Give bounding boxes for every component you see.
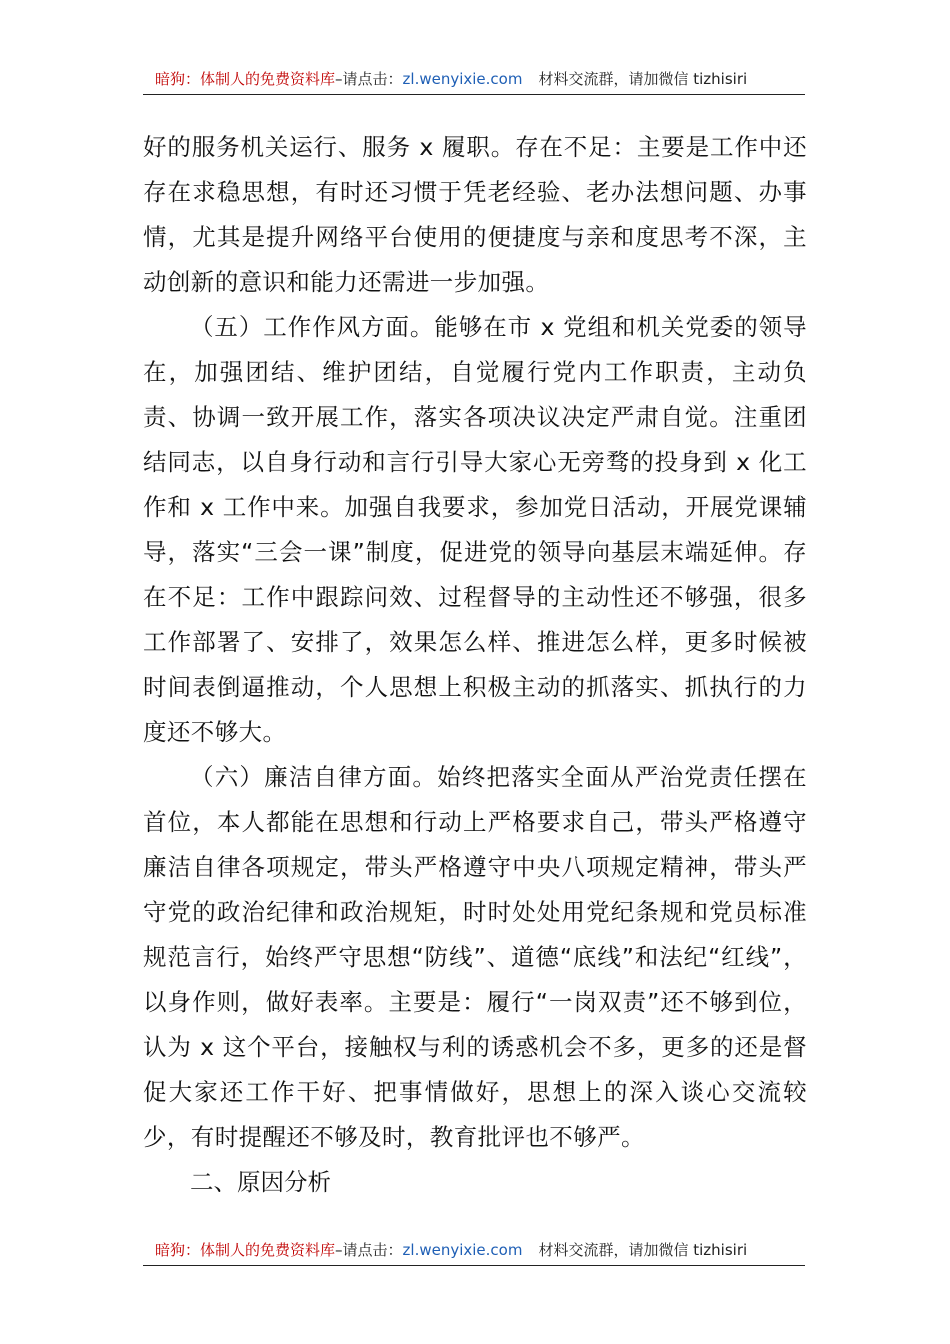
header-contact: 材料交流群，请加微信 tizhisiri — [538, 70, 748, 88]
page-footer — [143, 1239, 805, 1266]
header-click-prompt: –请点击： — [335, 70, 403, 88]
paragraph-work-style: （五）工作作风方面。能够在市 x 党组和机关党委的领导在，加强团结、维护团结，自觉履行党内工作职责，主动负责、协调一致开展工作，落实各项决议决定严肃自觉。注重团结同志，以自身行动和言行引导大家心无旁骛的投身到 x 化工作和 x 工作中来。加强自我要求，参加党日活动，开展党课辅导，落实“三会一课”制度，促进党的领导向基层末端延伸。存在不足：工作中跟踪问效、过程督导的主动性还不够强，很多工作部署了、安排了，效果怎么样、推进怎么样，更多时候被时间表倒逼推动，个人思想上积极主动的抓落实、抓执行的力度还不够大。 — [143, 313, 807, 746]
footer-contact: 材料交流群，请加微信 tizhisiri — [538, 1241, 748, 1259]
paragraph-continuation: 好的服务机关运行、服务 x 履职。存在不足：主要是工作中还存在求稳思想，有时还习惯于凭老经验、老办法想问题、办事情，尤其是提升网络平台使用的便捷度与亲和度思考不深，主动创新的意识和能力还需进一步加强。 — [143, 133, 807, 296]
footer-brand: 暗狗：体制人的免费资料库 — [155, 1241, 336, 1259]
section-heading-cause-analysis: 二、原因分析 — [190, 1168, 331, 1196]
header-link[interactable]: zl.wenyixie.com — [402, 70, 523, 88]
footer-link[interactable]: zl.wenyixie.com — [402, 1241, 523, 1259]
document-body — [143, 125, 807, 1205]
paragraph-integrity: （六）廉洁自律方面。始终把落实全面从严治党责任摆在首位，本人都能在思想和行动上严格要求自己，带头严格遵守廉洁自律各项规定，带头严格遵守中央八项规定精神，带头严守党的政治纪律和政治规矩，时时处处用党纪条规和党员标准规范言行，始终严守思想“防线”、道德“底线”和法纪“红线”，以身作则，做好表率。主要是：履行“一岗双责”还不够到位，认为 x 这个平台，接触权与利的诱惑机会不多，更多的还是督促大家还工作干好、把事情做好，思想上的深入谈心交流较少，有时提醒还不够及时，教育批评也不够严。 — [143, 763, 807, 1151]
header-brand: 暗狗：体制人的免费资料库 — [155, 70, 336, 88]
page-header — [143, 68, 805, 95]
footer-click-prompt: –请点击： — [335, 1241, 403, 1259]
